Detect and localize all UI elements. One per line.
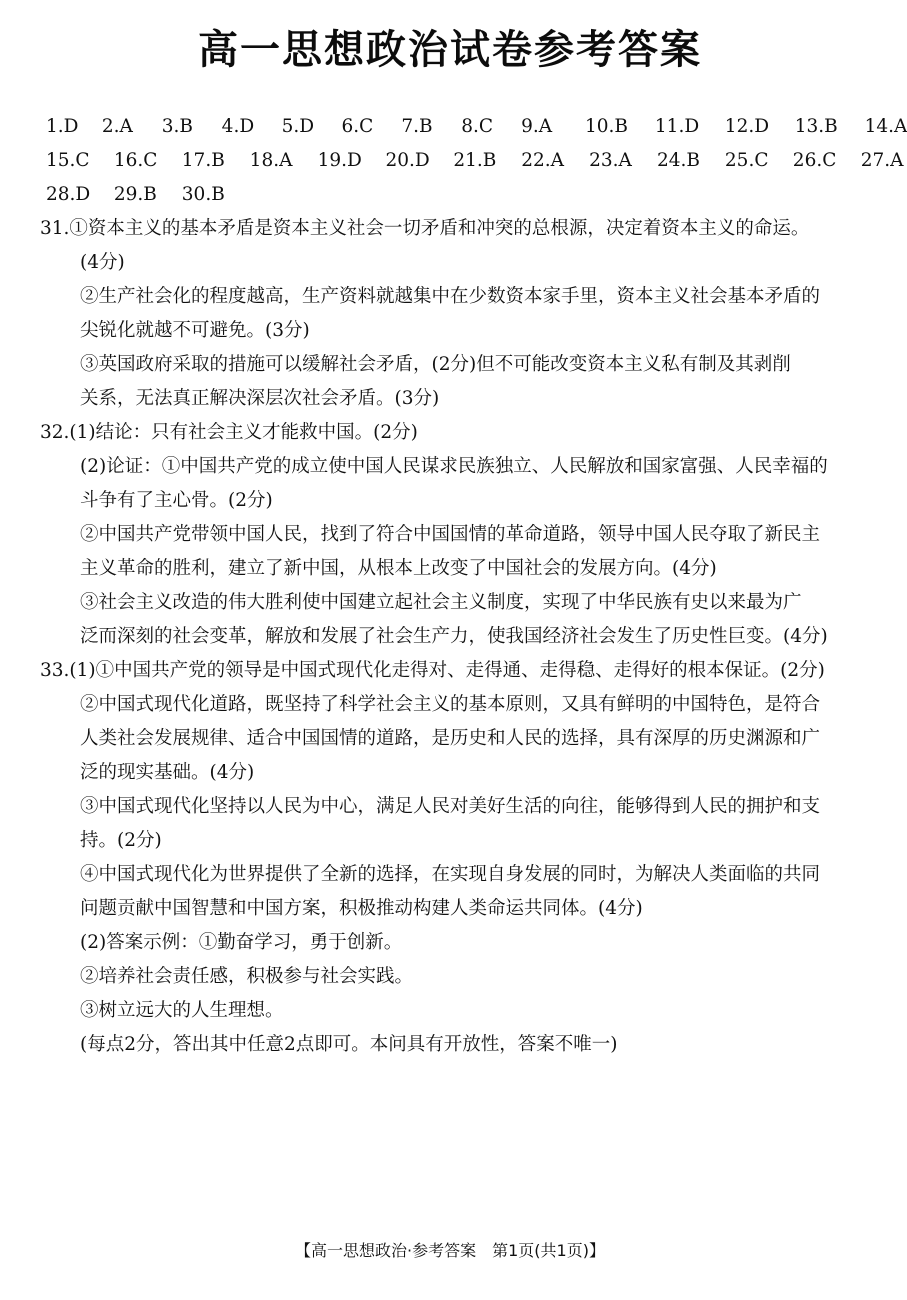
mc-answer: 20.D xyxy=(385,150,430,171)
mc-row-1 xyxy=(46,110,907,144)
question-32 xyxy=(40,416,870,654)
mc-answer: 9.A xyxy=(521,116,553,137)
mc-answer: 3.B xyxy=(161,116,194,137)
mc-answer: 18.A xyxy=(249,150,293,171)
answer-line: ②培养社会责任感，积极参与社会实践。 xyxy=(80,966,414,987)
answer-line: 尖锐化就越不可避免。(3分) xyxy=(80,320,310,341)
answer-body xyxy=(40,212,870,1062)
mc-answer: 13.B xyxy=(794,116,838,137)
mc-answer: 14.A xyxy=(864,116,907,137)
mc-answer: 26.C xyxy=(792,150,837,171)
mc-answer: 24.B xyxy=(657,150,701,171)
answer-line: 33.(1)①中国共产党的领导是中国式现代化走得对、走得通、走得稳、走得好的根本保证。(2分) xyxy=(40,660,825,681)
answer-line: 31.①资本主义的基本矛盾是资本主义社会一切矛盾和冲突的总根源，决定着资本主义的命运。 xyxy=(40,218,810,239)
mc-answer: 17.B xyxy=(181,150,225,171)
mc-answer: 22.A xyxy=(521,150,565,171)
page-footer: 【高一思想政治·参考答案 第1页(共1页)】 xyxy=(295,1241,605,1260)
answer-line: 问题贡献中国智慧和中国方案，积极推动构建人类命运共同体。(4分) xyxy=(80,898,643,919)
mc-answer: 27.A xyxy=(860,150,904,171)
answer-line: 斗争有了主心骨。(2分) xyxy=(80,490,273,511)
mc-answer: 29.B xyxy=(113,184,157,205)
answer-line: (2)论证：①中国共产党的成立使中国人民谋求民族独立、人民解放和国家富强、人民幸福的 xyxy=(80,456,828,477)
mc-answer: 7.B xyxy=(401,116,433,137)
mc-row-3 xyxy=(46,178,876,212)
mc-row-2 xyxy=(46,144,904,178)
answer-line: 泛而深刻的社会变革，解放和发展了社会生产力，使我国经济社会发生了历史性巨变。(4分) xyxy=(80,626,828,647)
mc-answer: 4.D xyxy=(221,116,255,137)
mc-answer: 2.A xyxy=(101,116,133,137)
mc-answer: 1.D xyxy=(46,116,79,137)
mc-answer: 30.B xyxy=(181,184,225,205)
answer-line: ②中国共产党带领中国人民，找到了符合中国国情的革命道路，领导中国人民夺取了新民主 xyxy=(80,524,821,545)
page-title: 高一思想政治试卷参考答案 xyxy=(198,27,702,73)
answer-line: ②中国式现代化道路，既坚持了科学社会主义的基本原则，又具有鲜明的中国特色，是符合 xyxy=(80,694,821,715)
answer-line: 主义革命的胜利，建立了新中国，从根本上改变了中国社会的发展方向。(4分) xyxy=(80,558,717,579)
answer-line: (4分) xyxy=(80,252,125,273)
answer-line: ②生产社会化的程度越高，生产资料就越集中在少数资本家手里，资本主义社会基本矛盾的 xyxy=(80,286,821,307)
answer-line: 泛的现实基础。(4分) xyxy=(80,762,255,783)
answer-line: ④中国式现代化为世界提供了全新的选择，在实现自身发展的同时，为解决人类面临的共同 xyxy=(80,864,821,885)
mc-answer: 16.C xyxy=(113,150,158,171)
question-33 xyxy=(40,654,870,1062)
answer-line: 人类社会发展规律、适合中国国情的道路，是历史和人民的选择，具有深厚的历史渊源和广 xyxy=(80,728,821,749)
mc-answer: 25.C xyxy=(724,150,769,171)
mc-answer: 19.D xyxy=(317,150,362,171)
mc-answer: 21.B xyxy=(453,150,497,171)
mc-answer: 8.C xyxy=(461,116,494,137)
question-31 xyxy=(40,212,870,416)
mc-answer: 11.D xyxy=(654,116,700,137)
mc-answer: 28.D xyxy=(46,184,91,205)
answer-line: 关系，无法真正解决深层次社会矛盾。(3分) xyxy=(80,388,440,409)
answer-line: ③中国式现代化坚持以人民为中心，满足人民对美好生活的向往，能够得到人民的拥护和支 xyxy=(80,796,821,817)
mc-answer: 23.A xyxy=(589,150,632,171)
answer-line: (2)答案示例：①勤奋学习，勇于创新。 xyxy=(80,932,403,953)
mc-answer: 6.C xyxy=(341,116,374,137)
answer-line: ③英国政府采取的措施可以缓解社会矛盾，(2分)但不可能改变资本主义私有制及其剥削 xyxy=(80,354,791,375)
answer-line: (每点2分，答出其中任意2点即可。本问具有开放性，答案不唯一) xyxy=(80,1034,618,1055)
mc-answer: 15.C xyxy=(46,150,90,171)
mc-answer: 12.D xyxy=(724,116,770,137)
answer-line: 持。(2分) xyxy=(80,830,162,851)
mc-answer: 5.D xyxy=(281,116,315,137)
mc-answer: 10.B xyxy=(585,116,629,137)
answer-line: ③社会主义改造的伟大胜利使中国建立起社会主义制度，实现了中华民族有史以来最为广 xyxy=(80,592,802,613)
answer-line: ③树立远大的人生理想。 xyxy=(80,1000,284,1021)
answer-line: 32.(1)结论：只有社会主义才能救中国。(2分) xyxy=(40,422,418,443)
